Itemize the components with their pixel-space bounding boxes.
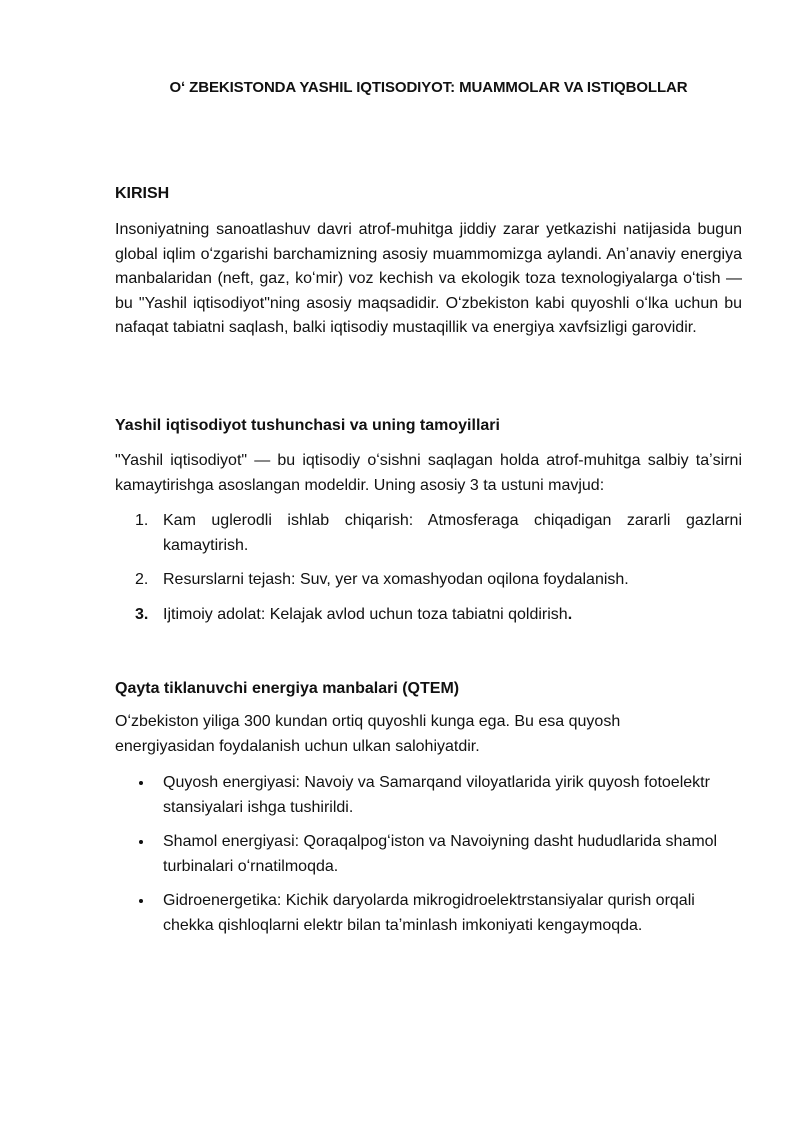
list-number: 1. [135, 512, 149, 529]
list-number: 2. [135, 571, 149, 588]
list-item-tail: . [567, 605, 573, 623]
document-title: Oʻ ZBEKISTONDA YASHIL IQTISODIYOT: MUAMMOLAR VA ISTIQBOLLAR [169, 79, 688, 96]
intro-paragraph: Insoniyatning sanoatlashuv davri atrof-muhitga jiddiy zarar yetkazishi natijasida bugun global iqlim oʻzgarishi barchamizning asosiy muammomizga aylandi. Anʼanaviy energiya manbalaridan (neft, gaz, koʻmir) voz kechish va ekologik toza texnologiyalarga oʻtish — bu "Yashil iqtisodiyot"ning asosiy maqsadidir. Oʻzbekiston kabi quyoshli oʻlka uchun bu nafaqat tabiatni saqlash, balki iqtisodiy mustaqillik va energiya xavfsizligi garovidir. [115, 221, 742, 336]
list-item-text: Ijtimoiy adolat: Kelajak avlod uchun toza tabiatni qoldirish [163, 605, 568, 623]
list-item [115, 830, 742, 879]
section1-paragraph: "Yashil iqtisodiyot" — bu iqtisodiy oʻsishni saqlagan holda atrof-muhitga salbiy taʼsirni kamaytirishga asoslangan modeldir. Uning asosiy 3 ta ustuni mavjud: [115, 452, 742, 494]
list-item-text: Resurslarni tejash: Suv, yer va xomashyodan oqilona foydalanish. [163, 571, 629, 588]
section2-paragraph: Oʻzbekiston yiliga 300 kundan ortiq quyoshli kunga ega. Bu esa quyosh energiyasidan foydalanish uchun ulkan salohiyatdir. [115, 713, 621, 755]
section1-heading: Yashil iqtisodiyot tushunchasi va uning tamoyillari [115, 417, 500, 434]
list-item [115, 603, 742, 628]
list-item [115, 889, 742, 938]
list-item-text: Shamol energiyasi: Qoraqalpogʻiston va Navoiyning dasht hududlarida shamol turbinalari oʻrnatilmoqda. [163, 833, 718, 875]
list-item [115, 771, 742, 820]
list-item [115, 568, 742, 593]
energy-sources-list [115, 771, 742, 948]
section2-heading: Qayta tiklanuvchi energiya manbalari (QTEM) [115, 680, 460, 697]
list-item [115, 509, 742, 558]
list-item-text: Quyosh energiyasi: Navoiy va Samarqand viloyatlarida yirik quyosh fotoelektr stansiyalari ishga tushirildi. [163, 774, 710, 816]
list-item-text: Gidroenergetika: Kichik daryolarda mikrogidroelektrstansiyalar qurish orqali chekka qishloqlarni elektr bilan taʼminlash imkoniyati kengaymoqda. [163, 892, 695, 934]
bullet-icon [139, 840, 143, 844]
intro-heading: KIRISH [115, 185, 170, 202]
bullet-icon [139, 899, 143, 903]
list-item-text: Kam uglerodli ishlab chiqarish: Atmosferaga chiqadigan zararli gazlarni kamaytirish. [163, 512, 742, 554]
bullet-icon [139, 781, 143, 785]
list-number: 3. [135, 605, 149, 623]
principles-list [115, 509, 742, 637]
